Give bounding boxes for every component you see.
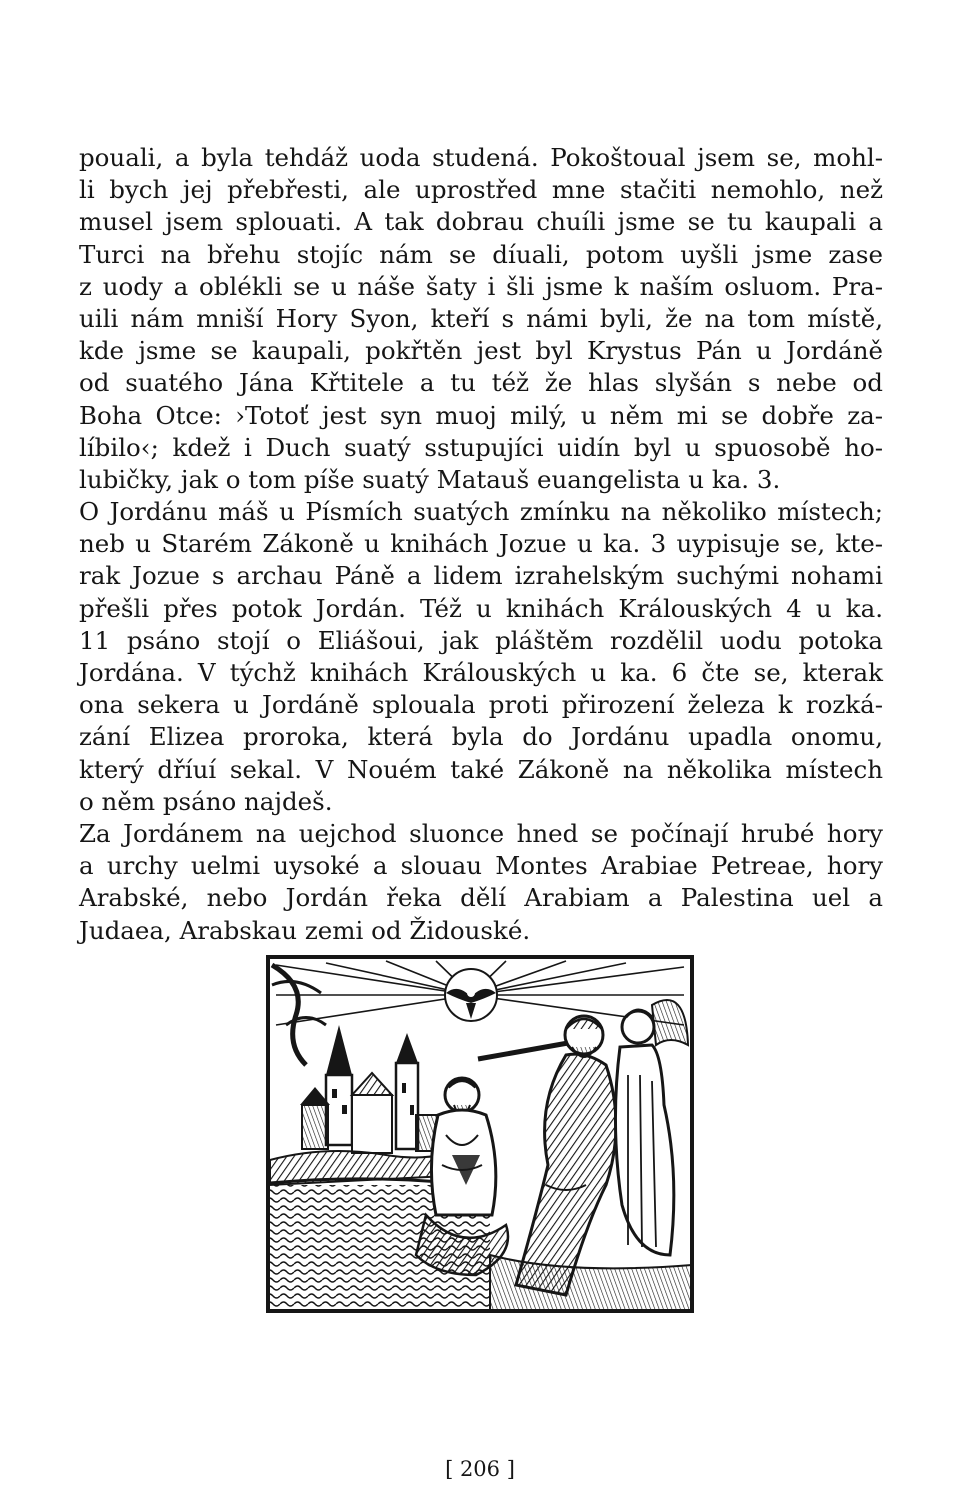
text-line: li bych jej přebřesti, ale uprostřed mne stačiti nemohlo, než [79, 175, 883, 205]
text-line: a urchy uelmi uysoké a slouau Montes Arabiae Petreae, hory [79, 851, 883, 881]
text-line: Boha Otce: ›Totoť jest syn muoj milý, u něm mi se dobře za- [79, 400, 883, 430]
text-line: pouali, a byla tehdáž uoda studená. Pokoštoual jsem se, mohl- [79, 143, 883, 172]
text-line: musel jsem splouati. A tak dobrau chuíli jsme se tu kaupali a [79, 207, 883, 237]
text-line: O Jordánu máš u Písmích suatých zmínku na několiko místech; [79, 497, 883, 527]
dove-icon [445, 969, 497, 1021]
text-line: rak Jozue s archau Páně a lidem izrahelským suchými nohami [79, 561, 883, 591]
body-text [79, 142, 883, 947]
text-line: o něm psáno najdeš. [79, 786, 333, 816]
text-line: uili nám mniší Hory Syon, kteří s námi byli, že na tom místě, [79, 303, 883, 333]
text-line: Arabské, nebo Jordán řeka dělí Arabiam a Palestina uel a [79, 883, 883, 913]
text-line: který dříuí sekal. V Nouém také Zákoně na několika místech [79, 754, 883, 784]
text-line: přešli přes potok Jordán. Též u knihách Králouských 4 u ka. [79, 593, 883, 623]
text-line: Jordána. V týchž knihách Králouských u ka. 6 čte se, kterak [79, 658, 883, 687]
text-line: neb u Starém Zákoně u knihách Jozue u ka. 3 uypisuje se, kte- [79, 529, 883, 559]
text-line: Turci na břehu stojíc nám se díuali, potom uyšli jsme zase [79, 239, 883, 269]
text-line: od suatého Jána Křtitele a tu též že hlas slyšán s nebe od [79, 368, 883, 398]
text-line: líbilo‹; kdež i Duch suatý sstupujíci uidín byl u spuosobě ho- [79, 432, 883, 462]
text-line: zání Elizea proroka, která byla do Jordánu upadla onomu, [79, 722, 883, 752]
baptism-woodcut-illustration [266, 955, 694, 1313]
text-line: Za Jordánem na uejchod sluonce hned se počínají hrubé hory [79, 818, 883, 848]
page-number: [ 206 ] [445, 1457, 515, 1481]
text-line: z uody a oblékli se u náše šaty i šli jsme k naším osluom. Pra- [79, 271, 883, 301]
text-line: lubičky, jak o tom píše suatý Matauš euangelista u ka. 3. [79, 464, 781, 494]
text-line: kde jsme se kaupali, pokřtěn jest byl Krystus Pán u Jordáně [79, 336, 883, 366]
text-line: Judaea, Arabskau zemi od Židouské. [79, 915, 531, 945]
text-line: ona sekera u Jordáně splouala proti přirození železa k rozká- [79, 690, 883, 720]
text-line: 11 psáno stojí o Eliášoui, jak pláštěm rozdělil uodu potoka [79, 625, 883, 655]
